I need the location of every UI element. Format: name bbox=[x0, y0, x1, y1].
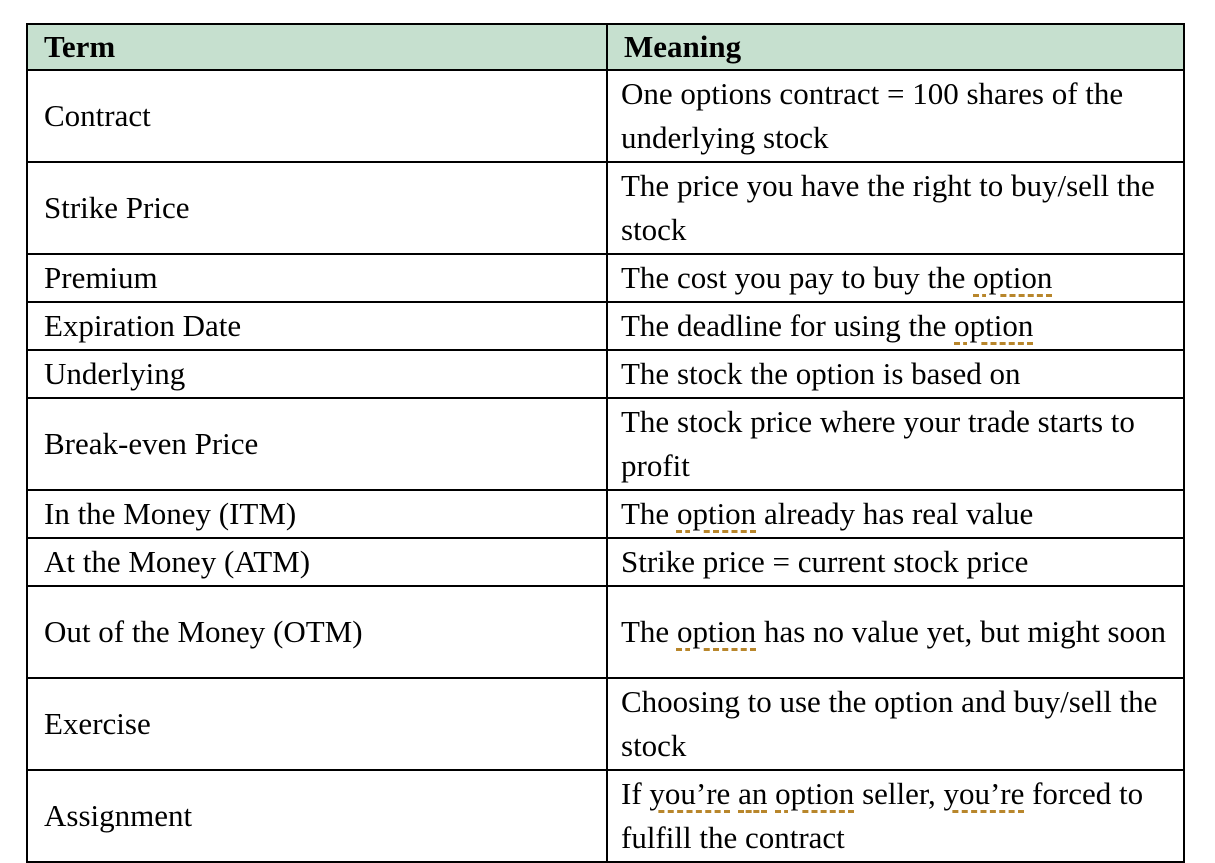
meaning-cell: The stock price where your trade starts to profit bbox=[607, 398, 1184, 490]
terms-table bbox=[26, 23, 1185, 863]
term-cell: Expiration Date bbox=[27, 302, 607, 350]
meaning-cell: The cost you pay to buy the option bbox=[607, 254, 1184, 302]
term-cell: Exercise bbox=[27, 678, 607, 770]
proofing-underline: option bbox=[775, 776, 855, 811]
table-row bbox=[27, 162, 1184, 254]
meaning-cell: If you’re an option seller, you’re forced to fulfill the contract bbox=[607, 770, 1184, 862]
table-row bbox=[27, 350, 1184, 398]
meaning-cell: The option already has real value bbox=[607, 490, 1184, 538]
proofing-underline: option bbox=[973, 260, 1053, 295]
table-row bbox=[27, 538, 1184, 586]
term-cell: Contract bbox=[27, 70, 607, 162]
term-cell: Out of the Money (OTM) bbox=[27, 586, 607, 678]
proofing-underline: option bbox=[676, 496, 757, 531]
proofing-underline: option bbox=[676, 614, 757, 649]
table-row bbox=[27, 398, 1184, 490]
meaning-cell: Strike price = current stock price bbox=[607, 538, 1184, 586]
term-cell: In the Money (ITM) bbox=[27, 490, 607, 538]
meaning-column-header: Meaning bbox=[607, 24, 1184, 70]
table-row bbox=[27, 302, 1184, 350]
term-column-header: Term bbox=[27, 24, 607, 70]
term-cell: At the Money (ATM) bbox=[27, 538, 607, 586]
term-cell: Premium bbox=[27, 254, 607, 302]
proofing-underline: an bbox=[738, 776, 768, 811]
table-row bbox=[27, 586, 1184, 678]
term-cell: Assignment bbox=[27, 770, 607, 862]
table-row bbox=[27, 678, 1184, 770]
meaning-cell: The deadline for using the option bbox=[607, 302, 1184, 350]
term-cell: Strike Price bbox=[27, 162, 607, 254]
proofing-underline: you’re bbox=[649, 776, 731, 811]
table-row bbox=[27, 770, 1184, 862]
table-row bbox=[27, 70, 1184, 162]
table-row bbox=[27, 490, 1184, 538]
meaning-cell: The stock the option is based on bbox=[607, 350, 1184, 398]
term-cell: Break-even Price bbox=[27, 398, 607, 490]
table-row bbox=[27, 254, 1184, 302]
meaning-cell: The price you have the right to buy/sell the stock bbox=[607, 162, 1184, 254]
header-row bbox=[27, 24, 1184, 70]
proofing-underline: option bbox=[954, 308, 1034, 343]
meaning-cell: One options contract = 100 shares of the underlying stock bbox=[607, 70, 1184, 162]
meaning-cell: Choosing to use the option and buy/sell the stock bbox=[607, 678, 1184, 770]
term-cell: Underlying bbox=[27, 350, 607, 398]
proofing-underline: you’re bbox=[943, 776, 1025, 811]
meaning-cell: The option has no value yet, but might soon bbox=[607, 586, 1184, 678]
